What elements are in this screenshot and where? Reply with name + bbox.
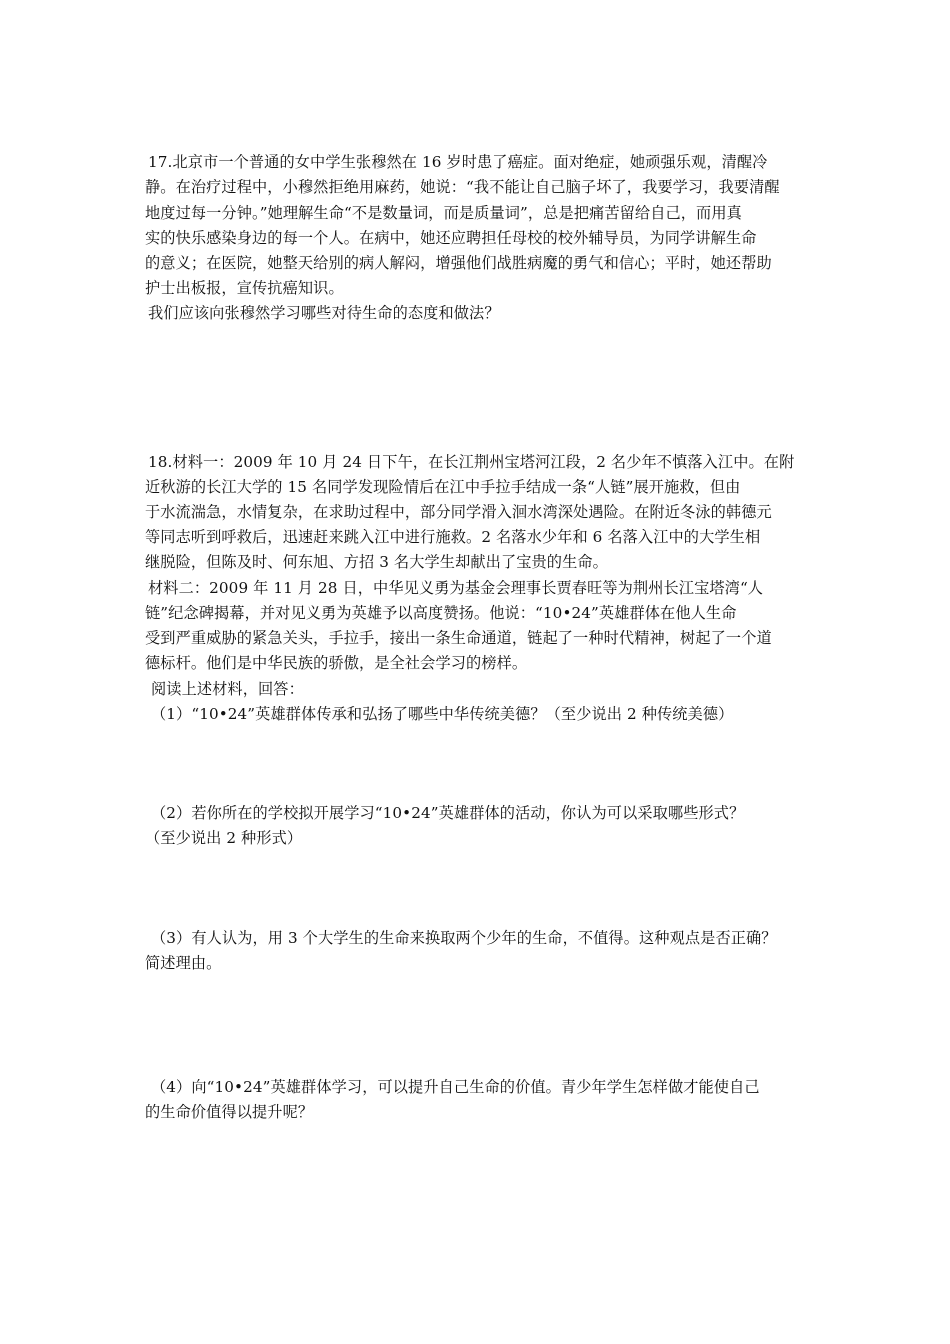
q18-material1-line-1: 18.材料一：2009 年 10 月 24 日下午，在长江荆州宝塔河江段，2 名少年不慎落入江中。在附 bbox=[148, 453, 795, 471]
q18-material1-line-2: 近秋游的长江大学的 15 名同学发现险情后在江中手拉手结成一条“人链”展开施救，但由 bbox=[145, 478, 741, 496]
q18-instruction: 阅读上述材料，回答： bbox=[151, 680, 304, 698]
q18-material2-line-2: 链”纪念碑揭幕，并对见义勇为英雄予以高度赞扬。他说：“10•24”英雄群体在他人生命 bbox=[145, 604, 737, 622]
q18-sub-question-3-line-1: （3）有人认为，用 3 个大学生的生命来换取两个少年的生命，不值得。这种观点是否正确？ bbox=[151, 929, 777, 947]
q17-question: 我们应该向张穆然学习哪些对待生命的态度和做法？ bbox=[148, 304, 500, 322]
q18-material1-line-3: 于水流湍急，水情复杂，在求助过程中，部分同学滑入洄水湾深处遇险。在附近冬泳的韩德元 bbox=[145, 503, 772, 521]
q18-sub-question-4-line-2: 的生命价值得以提升呢？ bbox=[145, 1103, 314, 1121]
q17-line-1: 17.北京市一个普通的女中学生张穆然在 16 岁时患了癌症。面对绝症，她顽强乐观，清醒冷 bbox=[148, 153, 768, 171]
q18-material1-line-5: 继脱险，但陈及时、何东旭、方招 3 名大学生却献出了宝贵的生命。 bbox=[145, 553, 608, 571]
q18-material1-line-4: 等同志听到呼救后，迅速赶来跳入江中进行施救。2 名落水少年和 6 名落入江中的大学生相 bbox=[145, 528, 761, 546]
q18-material2-line-1: 材料二：2009 年 11 月 28 日，中华见义勇为基金会理事长贾春旺等为荆州长江宝塔湾“人 bbox=[148, 579, 764, 597]
q17-line-6: 护士出板报，宣传抗癌知识。 bbox=[145, 279, 344, 297]
q17-line-4: 实的快乐感染身边的每一个人。在病中，她还应聘担任母校的校外辅导员，为同学讲解生命 bbox=[145, 229, 757, 247]
q18-sub-question-3-line-2: 简述理由。 bbox=[145, 954, 222, 972]
q17-line-2: 静。在治疗过程中，小穆然拒绝用麻药，她说：“我不能让自己脑子坏了，我要学习，我要清醒 bbox=[145, 178, 780, 196]
q18-sub-question-4-line-1: （4）向“10•24”英雄群体学习，可以提升自己生命的价值。青少年学生怎样做才能使自己 bbox=[151, 1078, 760, 1096]
q18-sub-question-1: （1）“10•24”英雄群体传承和弘扬了哪些中华传统美德？（至少说出 2 种传统美德） bbox=[151, 705, 734, 723]
q18-sub-question-2-line-1: （2）若你所在的学校拟开展学习“10•24”英雄群体的活动，你认为可以采取哪些形式？ bbox=[151, 804, 745, 822]
q17-line-3: 地度过每一分钟。”她理解生命“不是数量词，而是质量词”，总是把痛苦留给自己，而用真 bbox=[145, 204, 742, 222]
q17-line-5: 的意义；在医院，她整天给别的病人解闷，增强他们战胜病魔的勇气和信心；平时，她还帮助 bbox=[145, 254, 772, 272]
q18-material2-line-3: 受到严重威胁的紧急关头，手拉手，接出一条生命通道，链起了一种时代精神，树起了一个道 bbox=[145, 629, 772, 647]
q18-sub-question-2-line-2: （至少说出 2 种形式） bbox=[145, 829, 303, 847]
q18-material2-line-4: 德标杆。他们是中华民族的骄傲，是全社会学习的榜样。 bbox=[145, 654, 528, 672]
